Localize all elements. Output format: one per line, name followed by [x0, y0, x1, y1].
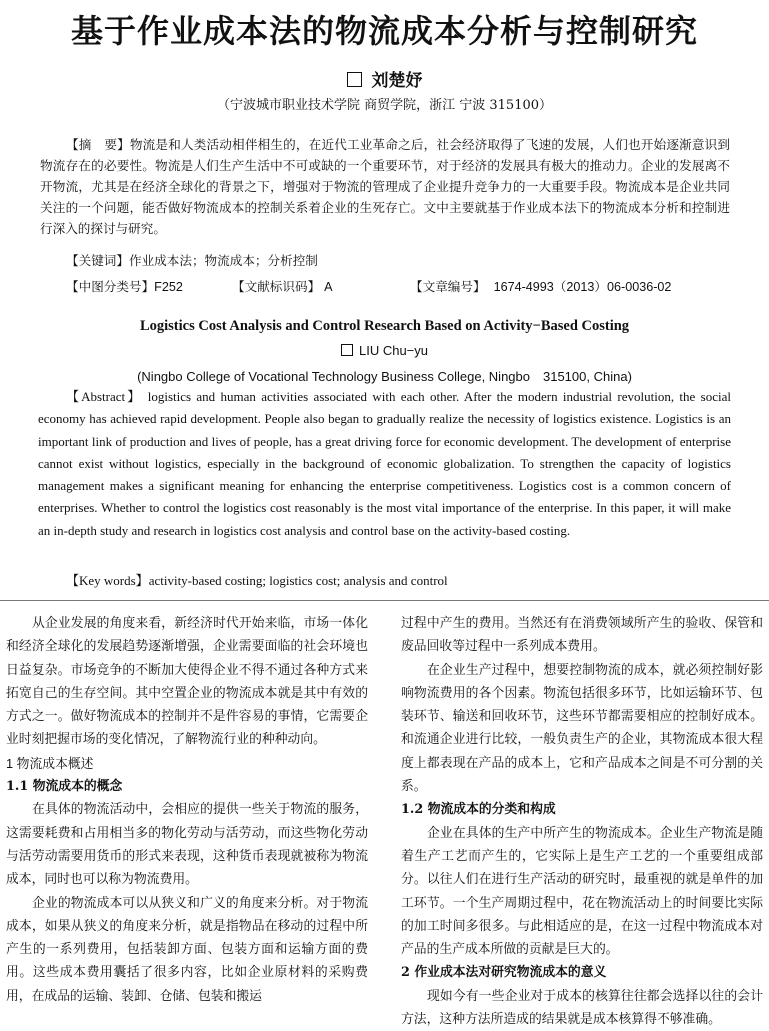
intro-paragraph: 从企业发展的角度来看，新经济时代开始来临，市场一体化和经济全球化的发展趋势逐渐增强，企业需要面临的社会环境也日益复杂。市场竞争的不断加大使得企业不得不通过各种方式来拓宽自己的生存空间。其中空置企业的物流成本就是其中有效的方式之一。做好物流成本的控制并不是件容易的事情，它需要企业时刻把握市场的变化情况，了解物流行业的种种动向。 [6, 616, 368, 748]
abstract-label-cn: 【摘 要】 [66, 137, 130, 152]
checkbox-square-icon [341, 344, 353, 356]
article-label: 【文章编号】 [410, 279, 486, 294]
paper-title-cn: 基于作业成本法的物流成本分析与控制研究 [70, 12, 698, 50]
author-en [0, 343, 769, 358]
affiliation-en: (Ningbo College of Vocational Technology Business College, Ningbo 315100, China) [137, 369, 632, 384]
abstract-en [38, 386, 731, 542]
paragraph: 企业在具体的生产中所产生的物流成本。企业生产物流是随着生产工艺而产生的，它实际上是生产工艺的一个重要组成部分。以往人们在进行生产活动的研究时，最重视的就是单件的加工环节。一个生产周期过程中，花在物流活动上的时间要比实际的加工时间多很多。与此相适应的是，在这一过程中物流成本对产品的生产成本所做的贡献是巨大的。 [401, 825, 763, 958]
checkbox-square-icon [347, 72, 362, 87]
clc-label: 【中图分类号】 [66, 279, 155, 294]
author-name-cn: 刘楚妤 [371, 71, 423, 91]
keywords-label-en: 【Key words】 [66, 573, 149, 588]
abstract-text-cn: 物流是和人类活动相伴相生的，在近代工业革命之后，社会经济取得了飞速的发展，人们也开始逐渐意识到物流存在的必要性。物流是人们生产生活中不可或缺的一个重要环节，对于经济的发展具有极大的推动力。企业的发展离不开物流，尤其是在经济全球化的背景之下，增强对于物流的管理成了企业提升竞争力的一大重要手段。物流成本是企业共同关注的一个问题，能否做好物流成本的控制关系着企业的生死存亡。文中主要就基于作业成本法下的物流成本分析和控制进行深入的探讨与研究。 [40, 137, 731, 236]
doc-label: 【文献标识码】 [232, 279, 321, 294]
abstract-cn [40, 134, 730, 239]
abstract-text-en: logistics and human activities associated with each other. After the modern industrial revolution, the social economy has achieved rapid development. People also began to gradually realize the necessity of logistics existence. Logistics is an important link of production and lives of people, has a great driving force for economic development. The development of enterprise cannot exist without logistics, especially in the background of economic globalization. To strengthen the capacity of logistics management makes a significant meaning for enhancing the enterprise competitiveness. Logistics cost is a common concern of enterprises. Whether to control the logistics cost reasonably is the most vital importance of the enterprise. In this paper, it will make an in-depth study and research in logistics cost analysis and control base on the activity-based costing. [38, 389, 731, 538]
keywords-label-cn: 【关键词】 [66, 253, 129, 268]
keywords-en [66, 570, 448, 589]
paragraph: 过程中产生的费用。当然还有在消费领域所产生的验收、保管和废品回收等过程中一系列成本费用。 [401, 616, 763, 655]
article-value: 1674-4993（2013）06-0036-02 [493, 280, 672, 294]
article-number [410, 276, 671, 295]
paragraph: 在企业生产过程中，想要控制物流的成本，就必须控制好影响物流费用的各个因素。物流包括很多环节，比如运输环节、包装环节、输送和回收环节，这些环节都需要相应的控制好成本。和流通企业进行比较，一般负责生产的企业，其物流成本很大程度上都表现在产品的成本上，它和产品成本之间是不可分割的关系。 [401, 662, 763, 795]
abstract-label-en: 【Abstract】 [66, 389, 143, 404]
keywords-text-cn: 作业成本法；物流成本；分析控制 [128, 253, 318, 268]
affiliation-cn: （宁波城市职业技术学院 商贸学院，浙江 宁波 315100） [216, 98, 553, 113]
clc-number [66, 276, 183, 295]
paper-title-en: Logistics Cost Analysis and Control Research Based on Activity−Based Costing [139, 318, 630, 334]
document-code [232, 276, 333, 295]
body-column-right [401, 612, 763, 1031]
section-heading-1: 1 物流成本概述 [6, 755, 94, 771]
section-heading-2: 2 作业成本法对研究物流成本的意义 [401, 965, 607, 981]
author-cn [0, 66, 769, 91]
paragraph: 企业的物流成本可以从狭义和广义的角度来分析。对于物流成本，如果从狭义的角度来分析，就是指物品在移动的过程中所产生的一系列费用，包括装卸方面、包装方面和运输方面的费用。这些成本费用囊括了很多内容，比如企业原材料的采购费用，在成品的运输、装卸、仓储、包装和搬运 [6, 895, 368, 1004]
subsection-heading-1-2: 1.2 物流成本的分类和构成 [401, 802, 556, 818]
body-column-left [6, 612, 368, 1008]
paragraph: 现如今有一些企业对于成本的核算往往都会选择以往的会计方法，这种方法所造成的结果就是成本核算得不够准确。 [401, 988, 763, 1028]
doc-value: A [324, 280, 333, 294]
author-name-en: LIU Chu−yu [358, 343, 428, 358]
paragraph: 在具体的物流活动中，会相应的提供一些关于物流的服务，这需要耗费和占用相当多的物化劳动与活劳动，而这些物化劳动与活劳动需要用货币的形式来表现，这种货币表现就被称为物流成本，同时也可以称为物流费用。 [6, 802, 368, 888]
section-divider [0, 600, 769, 601]
keywords-cn [66, 250, 318, 271]
subsection-heading-1-1: 1.1 物流成本的概念 [6, 779, 123, 795]
keywords-text-en: activity-based costing; logistics cost; analysis and control [148, 573, 448, 588]
clc-value: F252 [154, 280, 183, 294]
